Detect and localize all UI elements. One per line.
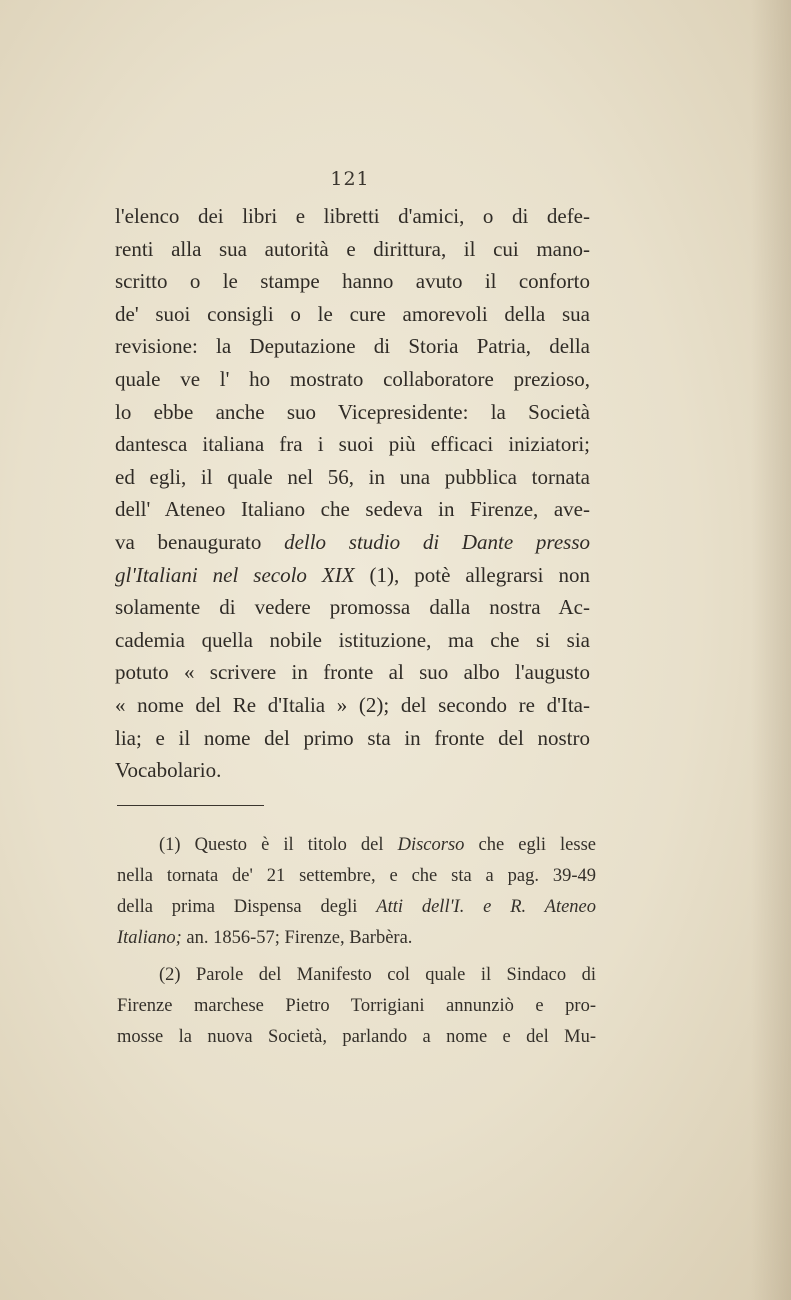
text-segment: (1), potè allegrarsi non — [354, 562, 590, 587]
text-line — [115, 526, 590, 559]
footnote-line: nella tornata de' 21 settembre, e che sta a pag. 39-49 — [117, 866, 596, 886]
italic-title-segment: gl'Italiani nel secolo XIX — [115, 562, 355, 587]
footnote-line — [117, 892, 596, 923]
text-line: ed egli, il quale nel 56, in una pubblica tornata — [115, 464, 590, 489]
italic-title-segment: dello studio di Dante presso — [284, 529, 590, 554]
text-line: dell' Ateneo Italiano che sedeva in Firenze, ave- — [115, 497, 590, 522]
text-line: renti alla sua autorità e dirittura, il cui mano- — [115, 236, 590, 261]
text-segment: va benaugurato — [115, 529, 285, 554]
text-line: revisione: la Deputazione di Storia Patria, della — [115, 334, 590, 359]
italic-title-segment: Discorso — [397, 835, 465, 855]
footnote-line: mosse la nuova Società, parlando a nome e del Mu- — [117, 1027, 596, 1047]
text-line: de' suoi consigli o le cure amorevoli della sua — [115, 301, 590, 326]
italic-title-segment: Italiano; — [117, 928, 182, 948]
footnote-separator — [117, 805, 264, 806]
main-text — [115, 200, 590, 787]
italic-title-segment: Atti dell'I. e R. Ateneo — [376, 897, 597, 917]
text-line: dantesca italiana fra i suoi più efficaci iniziatori; — [115, 432, 590, 457]
text-segment: an. 1856-57; Firenze, Barbèra. — [181, 928, 413, 948]
text-segment: della prima Dispensa degli — [117, 897, 377, 917]
text-line: lo ebbe anche suo Vicepresidente: la Società — [115, 399, 590, 424]
text-line: quale ve l' ho mostrato collaboratore prezioso, — [115, 366, 590, 391]
text-segment: che egli lesse — [464, 835, 597, 855]
text-line: cademia quella nobile istituzione, ma che si sia — [115, 627, 590, 652]
footnote-line — [117, 923, 596, 954]
text-segment: (1) Questo è il titolo del — [159, 835, 398, 855]
text-line — [115, 559, 590, 592]
footnote-line: Firenze marchese Pietro Torrigiani annunziò e pro- — [117, 996, 596, 1016]
text-line: l'elenco dei libri e libretti d'amici, o di defe- — [115, 204, 590, 228]
text-line: lia; e il nome del primo sta in fronte del nostro — [115, 725, 590, 750]
footnotes — [117, 830, 596, 1053]
text-line: scritto o le stampe hanno avuto il conforto — [115, 269, 590, 294]
text-line: « nome del Re d'Italia » (2); del secondo re d'Ita- — [115, 692, 590, 717]
page-number: 121 — [330, 168, 370, 190]
text-line: solamente di vedere promossa dalla nostra Ac- — [115, 595, 590, 620]
text-line: potuto « scrivere in fronte al suo albo l'augusto — [115, 660, 590, 685]
text-line: Vocabolario. — [115, 758, 222, 783]
footnote-line — [117, 830, 596, 861]
page-edge-shadow — [751, 0, 791, 1300]
footnote-line: (2) Parole del Manifesto col quale il Sindaco di — [159, 965, 596, 985]
